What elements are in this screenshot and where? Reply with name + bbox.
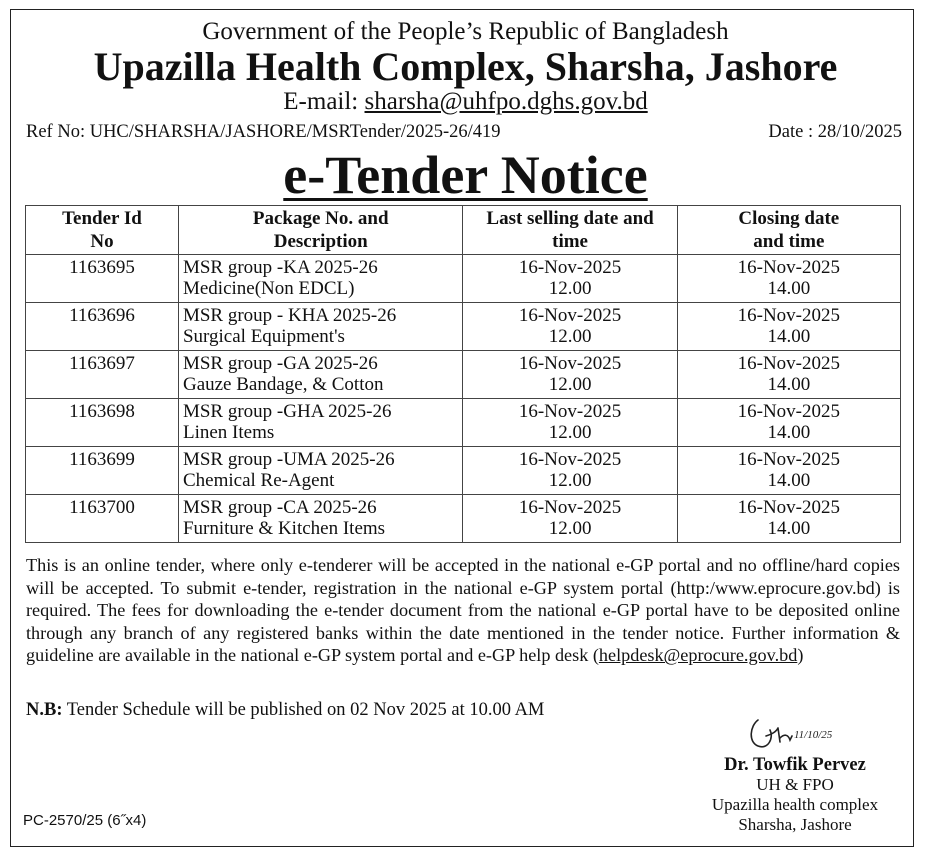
last-selling-cell: 16-Nov-2025 12.00 (463, 447, 677, 495)
last-selling-cell: 16-Nov-2025 12.00 (463, 399, 677, 447)
last-selling-cell: 16-Nov-2025 12.00 (463, 351, 677, 399)
header-closing: Closing date and time (677, 206, 900, 255)
nb-label: N.B: (26, 700, 63, 720)
tender-id-cell: 1163698 (26, 399, 179, 447)
package-cell: MSR group -GA 2025-26 Gauze Bandage, & Cotton (178, 351, 463, 399)
reference-number: Ref No: UHC/SHARSHA/JASHORE/MSRTender/2025-26/419 (26, 122, 501, 142)
table-row (26, 399, 901, 447)
last-selling-cell: 16-Nov-2025 12.00 (463, 303, 677, 351)
notice-date: Date : 28/10/2025 (768, 122, 902, 142)
signer-designation: UH & FPO (756, 775, 834, 794)
package-cell: MSR group -UMA 2025-26 Chemical Re-Agent (178, 447, 463, 495)
signer-location: Sharsha, Jashore (738, 815, 852, 834)
tender-id-cell: 1163699 (26, 447, 179, 495)
table-row (26, 495, 901, 543)
table-row (26, 447, 901, 495)
closing-cell: 16-Nov-2025 14.00 (677, 303, 900, 351)
closing-cell: 16-Nov-2025 14.00 (677, 447, 900, 495)
package-cell: MSR group -GHA 2025-26 Linen Items (178, 399, 463, 447)
tender-id-cell: 1163695 (26, 255, 179, 303)
tender-table (25, 205, 901, 543)
nb-text: Tender Schedule will be published on 02 Nov 2025 at 10.00 AM (62, 700, 545, 720)
header-last-selling: Last selling date and time (463, 206, 677, 255)
print-code: PC-2570/25 (6˝x4) (23, 812, 147, 829)
helpdesk-email[interactable]: helpdesk@eprocure.gov.bd (598, 645, 798, 666)
last-selling-cell: 16-Nov-2025 12.00 (463, 255, 677, 303)
closing-cell: 16-Nov-2025 14.00 (677, 255, 900, 303)
notice-title-text: e-Tender Notice (283, 145, 648, 205)
signer-office: Upazilla health complex (711, 795, 879, 814)
closing-cell: 16-Nov-2025 14.00 (677, 495, 900, 543)
handwritten-signature (744, 712, 854, 754)
package-cell: MSR group - KHA 2025-26 Surgical Equipment's (178, 303, 463, 351)
closing-cell: 16-Nov-2025 14.00 (677, 351, 900, 399)
table-row (26, 303, 901, 351)
tender-instructions: This is an online tender, where only e-tenderer will be accepted in the national e-GP portal and no offline/hard copies will be accepted. To submit e-tender, registration in the national e-GP system portal (http:/www.eprocure.gov.bd) is required. The fees for downloading the e-tender document from the national e-GP portal have to be deposited online through any branch of any registered banks within the date mentioned in the tender notice. Further information & guideline are available in the national e-GP system portal and e-GP help desk (helpdesk@eprocure.gov.bd) (26, 555, 900, 666)
tender-id-cell: 1163700 (26, 495, 179, 543)
signature-date: 11/10/25 (794, 729, 833, 741)
tender-id-cell: 1163696 (26, 303, 179, 351)
package-cell: MSR group -CA 2025-26 Furniture & Kitchen Items (178, 495, 463, 543)
instructions-text: This is an online tender, where only e-tenderer will be accepted in the national e-GP portal and no offline/hard copies will be accepted. To submit e-tender, registration in the national e-GP system portal (http:/www.eprocure.gov.bd) is required. The fees for downloading the e-tender document from the national e-GP portal have to be deposited online through any branch of any registered banks within the date mentioned in the tender notice. Further information & guideline are available in the national e-GP system portal and e-GP help desk ( (26, 555, 900, 666)
header-tender-id: Tender Id No (26, 206, 179, 255)
email-line (0, 87, 931, 117)
table-header-row (26, 206, 901, 255)
closing-cell: 16-Nov-2025 14.00 (677, 399, 900, 447)
tender-id-cell: 1163697 (26, 351, 179, 399)
last-selling-cell: 16-Nov-2025 12.00 (463, 495, 677, 543)
package-cell: MSR group -KA 2025-26 Medicine(Non EDCL) (178, 255, 463, 303)
table-row (26, 255, 901, 303)
table-row (26, 351, 901, 399)
header-package: Package No. and Description (178, 206, 463, 255)
government-heading: Government of the People’s Republic of Bangladesh (202, 18, 729, 45)
nb-note (26, 699, 544, 721)
notice-title (0, 144, 931, 206)
signer-name: Dr. Towfik Pervez (724, 755, 866, 775)
email-address[interactable]: sharsha@uhfpo.dghs.gov.bd (364, 88, 648, 115)
email-label: E-mail: (283, 88, 365, 115)
organization-title: Upazilla Health Complex, Sharsha, Jashore (93, 44, 838, 89)
